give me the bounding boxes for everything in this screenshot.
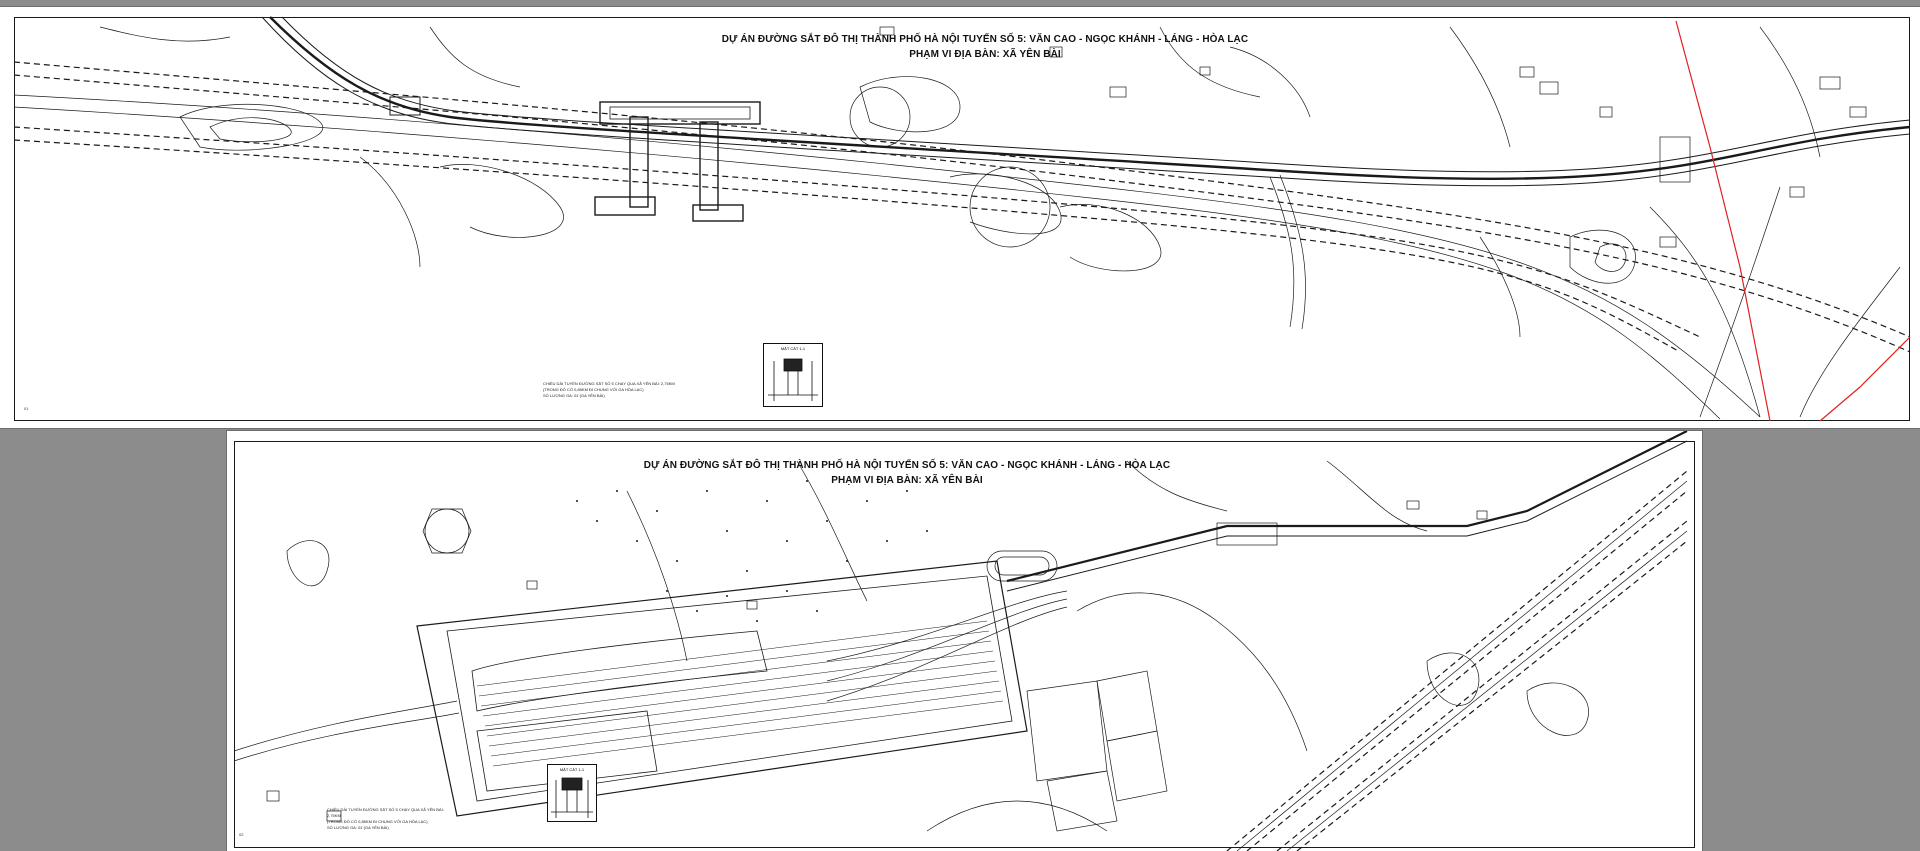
route-length-note: CHIỀU DÀI TUYẾN ĐƯỜNG SẮT SỐ 5 CHẠY QUA XÃ YÊN BÀI: 2,75KM	[543, 381, 675, 386]
map-drawing-2	[227, 431, 1702, 851]
scope-subtitle: PHẠM VI ĐỊA BÀN: XÃ YÊN BÀI	[831, 475, 983, 486]
page-number: 01	[24, 406, 29, 411]
scope-subtitle: PHẠM VI ĐỊA BÀN: XÃ YÊN BÀI	[909, 49, 1061, 60]
shared-section-note: (TRONG ĐÓ CÓ 0,85KM ĐI CHUNG VỚI GA HÒA LẠC)	[327, 819, 428, 824]
route-length-note: CHIỀU DÀI TUYẾN ĐƯỜNG SẮT SỐ 5 CHẠY QUA XÃ YÊN BÀI: 2,75KM	[327, 807, 444, 818]
page-number: 02	[239, 832, 244, 837]
route-note	[543, 381, 723, 399]
cross-section-inset	[763, 343, 823, 407]
cross-section-title: MẶT CẮT 1-1	[780, 346, 806, 351]
cross-section-drawing	[548, 772, 596, 820]
map-title	[560, 32, 1410, 62]
shared-section-note: (TRONG ĐÓ CÓ 0,85KM ĐI CHUNG VỚI GA HÒA LẠC)	[543, 387, 644, 392]
station-count-note: SỐ LƯỢNG GA: 01 (GA YÊN BÀI)	[327, 825, 389, 830]
cross-section-drawing	[764, 351, 822, 405]
project-title: DỰ ÁN ĐƯỜNG SẮT ĐÔ THỊ THÀNH PHỐ HÀ NỘI TUYẾN SỐ 5: VĂN CAO - NGỌC KHÁNH - LÁNG - HÒA LẠC	[721, 34, 1249, 45]
map-drawing-1	[0, 7, 1920, 428]
drawing-sheet-2	[227, 431, 1702, 851]
station-count-note: SỐ LƯỢNG GA: 01 (GA YÊN BÀI)	[543, 393, 605, 398]
map-title	[527, 458, 1287, 488]
cross-section-title: MẶT CẮT 1-1	[559, 767, 585, 772]
cross-section-inset	[547, 764, 597, 822]
drawing-sheet-1	[0, 7, 1920, 428]
route-note	[327, 807, 447, 831]
project-title: DỰ ÁN ĐƯỜNG SẮT ĐÔ THỊ THÀNH PHỐ HÀ NỘI TUYẾN SỐ 5: VĂN CAO - NGỌC KHÁNH - LÁNG - HÒA LẠC	[643, 460, 1171, 471]
